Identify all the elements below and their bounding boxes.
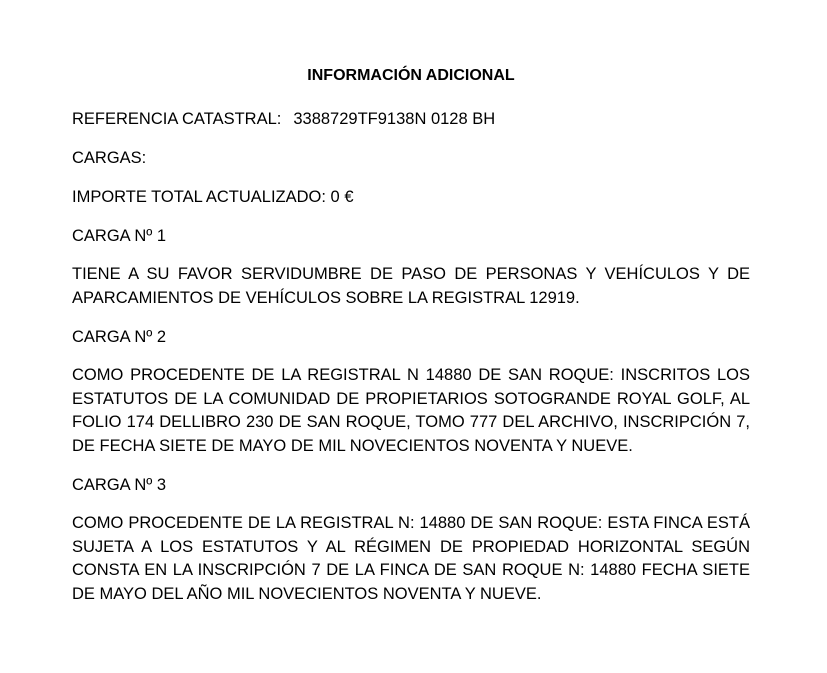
referencia-catastral-value: 3388729TF9138N 0128 BH [293, 110, 496, 128]
carga-1-text: TIENE A SU FAVOR SERVIDUMBRE DE PASO DE PERSONAS Y VEHÍCULOS Y DE APARCAMIENTOS DE VEHÍCULOS SOBRE LA REGISTRAL 12919. [72, 265, 750, 307]
carga-3-heading: CARGA Nº 3 [72, 476, 167, 494]
referencia-catastral-row [72, 107, 750, 131]
cargas-label: CARGAS: [72, 149, 147, 167]
referencia-catastral-label: REFERENCIA CATASTRAL: [72, 110, 282, 128]
document-page [72, 64, 750, 621]
carga-2-heading: CARGA Nº 2 [72, 328, 167, 346]
carga-1-heading: CARGA Nº 1 [72, 227, 167, 245]
carga-2-text: COMO PROCEDENTE DE LA REGISTRAL N 14880 DE SAN ROQUE: INSCRITOS LOS ESTATUTOS DE LA COMUNIDAD DE PROPIETARIOS SOTOGRANDE ROYAL GOLF, AL FOLIO 174 DELLIBRO 230 DE SAN ROQUE, TOMO 777 DEL ARCHIVO, INSCRIPCIÓN 7, DE FECHA SIETE DE MAYO DE MIL NOVECIENTOS NOVENTA Y NUEVE. [72, 366, 750, 455]
carga-3-text: COMO PROCEDENTE DE LA REGISTRAL N: 14880 DE SAN ROQUE: ESTA FINCA ESTÁ SUJETA A LOS ESTATUTOS Y AL RÉGIMEN DE PROPIEDAD HORIZONTAL SEGÚN CONSTA EN LA INSCRIPCIÓN 7 DE LA FINCA DE SAN ROQUE N: 14880 FECHA SIETE DE MAYO DEL AÑO MIL NOVECIENTOS NOVENTA Y NUEVE. [72, 514, 750, 603]
document-title: INFORMACIÓN ADICIONAL [307, 67, 515, 84]
importe-total: IMPORTE TOTAL ACTUALIZADO: 0 € [72, 188, 354, 206]
